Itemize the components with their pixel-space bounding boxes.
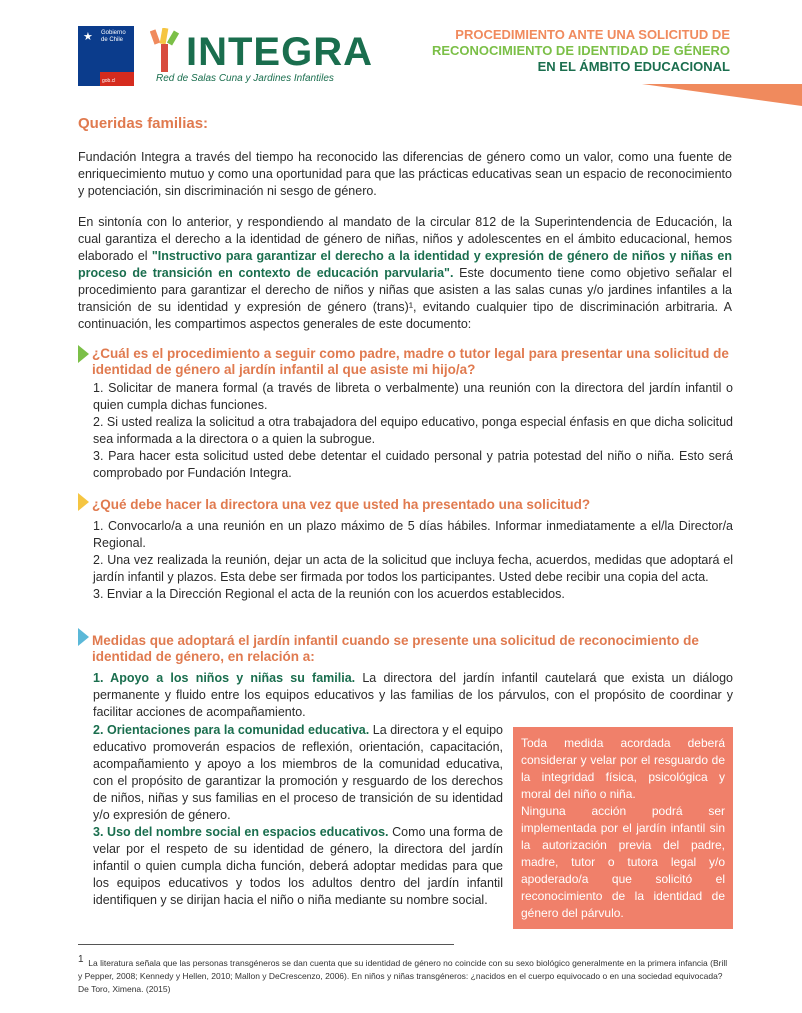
footnote-divider xyxy=(78,944,454,945)
section-1-list xyxy=(93,380,733,482)
item-3-number: 3. xyxy=(93,825,108,839)
gov-logo-url: gob.cl xyxy=(102,78,116,84)
footnote-text: La literatura señala que las personas transgéneros se dan cuenta que su identidad de género no coincide con su sexo biológico generalmente en la primera infancia (Brill y Pepper, 2008; Kennedy y Hellen, 2010; Mallon y DeCrescenzo, 2006). En niños y niñas transgéneros: ¿nacidos en el cuerpo equivocado o en una sociedad equivocada? De Toro, Ximena. (2015) xyxy=(78,957,728,994)
intro-paragraph-1: Fundación Integra a través del tiempo ha reconocido las diferencias de género como un valor, como una fuente de enriquecimiento mutuo y como una oportunidad para que las prácticas educativas sean un espacio de reconocimiento y potenciación, sin discriminación ni sesgo de género. xyxy=(78,150,732,198)
intro-p2-start: En sintonía con lo anterior, y respondiendo al mandato de la circular 812 de la Superintendencia de Educación, la cual garantiza el derecho a la identidad de género de niñas, niños y adolescentes en el ámbito educacional, hemos elaborado el xyxy=(78,215,732,263)
callout-paragraph-2: Ninguna acción podrá ser implementada por el jardín infantil sin la autorización previa del padre, madre, tutor o tutora legal y/o apoderado/a que solicitó el reconocimiento de la identidad de género del párvulo. xyxy=(521,804,725,920)
section-3-item-1 xyxy=(93,670,733,721)
section-2-title: ¿Qué debe hacer la directora una vez que usted ha presentado una solicitud? xyxy=(92,497,591,512)
section-2-list xyxy=(93,518,733,603)
item-2-body: La directora y el equipo educativo promoverán espacios de reflexión, orientación, capacitación, acompañamiento y apoyo a los miembros de la comunidad educativa, con el propósito de garantizar la promoción y resguardo de los derechos de niños, niñas y sus familias en el proceso de transición de su identidad y/o expresión de género. xyxy=(93,723,503,822)
intro-p2-end: Este documento tiene como objetivo señalar el procedimiento para garantizar el derecho de niños y niñas que asisten a las salas cunas y/o jardines infantiles a la transición de su identidad y expresión de género (trans)¹, evitando cualquier tipo de discriminación arbitraria. A continuación, les compartimos aspectos generales de este documento: xyxy=(78,266,732,331)
list-item: 1. Solicitar de manera formal (a través de libreta o verbalmente) una reunión con la directora del jardín infantil o quien cumpla dichas funciones. xyxy=(93,381,733,412)
item-1-body: La directora del jardín infantil cautelará que exista un diálogo permanente y fluido entre los equipos educativos y las familias de los párvulos, con el propósito de coordinar y facilitar acciones de acompañamiento. xyxy=(93,671,734,719)
integra-mark-icon xyxy=(150,28,180,74)
instructivo-title: "Instructivo para garantizar el derecho a la identidad y expresión de género de niños y niñas en proceso de transición en contexto de educación parvularia". xyxy=(78,249,733,280)
list-item: 2. Una vez realizada la reunión, dejar un acta de la solicitud que incluya fecha, acuerdos, medidas que adoptará el jardín infantil y plazos. Esta debe ser firmada por todos los participantes. Usted debe recibir una copia del acta. xyxy=(93,553,733,584)
item-2-heading: Orientaciones para la comunidad educativa. xyxy=(106,723,370,737)
section-3-marker xyxy=(78,628,89,646)
section-1-marker xyxy=(78,345,89,363)
section-3-item-2 xyxy=(93,722,503,824)
list-item: 1. Convocarlo/a a una reunión en un plazo máximo de 5 días hábiles. Informar inmediatamente a el/la Director/a Regional. xyxy=(93,519,733,550)
section-3-item-3 xyxy=(93,824,503,909)
intro-paragraph-2 xyxy=(78,214,732,333)
section-3-items-2-3 xyxy=(93,722,503,909)
title-line-3: EN EL ÁMBITO EDUCACIONAL xyxy=(537,59,730,74)
item-1-heading: 1. Apoyo a los niños y niñas su familia. xyxy=(93,671,356,685)
section-2-marker xyxy=(78,493,89,511)
gobierno-de-chile-logo xyxy=(78,26,134,86)
item-2-number: 2. xyxy=(93,723,107,737)
integra-logo-name: INTEGRA xyxy=(186,30,373,74)
title-line-2: RECONOCIMIENTO DE IDENTIDAD DE GÉNERO xyxy=(431,43,730,58)
item-3-body: Como una forma de velar por el respeto de su identidad de género, la directora del jardín infantil o quien cumpla dicha función, deberá adoptar medidas para que los equipos educativos y todos los adultos dentro del jardín infantil identifiquen y se dirijan hacia el niño o niña mediante su nombre social. xyxy=(93,825,504,907)
list-item: 3. Para hacer esta solicitud usted debe detentar el cuidado personal y patria potestad del niño o niña. Esto será comprobado por Fundación Integra. xyxy=(93,449,733,480)
list-item: 2. Si usted realiza la solicitud a otra trabajadora del equipo educativo, ponga especial énfasis en que dicha solicitud sea informada a la directora o a quien la subrogue. xyxy=(93,415,733,446)
section-1-title: ¿Cuál es el procedimiento a seguir como padre, madre o tutor legal para presentar una solicitud de identidad de género al jardín infantil al que asiste mi hijo/a? xyxy=(92,346,729,377)
callout-box xyxy=(513,727,733,929)
document-title xyxy=(432,27,730,75)
greeting: Queridas familias: xyxy=(78,115,209,132)
section-3-title: Medidas que adoptará el jardín infantil cuando se presente una solicitud de reconocimiento de identidad de género, en relación a: xyxy=(92,633,699,664)
list-item: 3. Enviar a la Dirección Regional el acta de la reunión con los acuerdos establecidos. xyxy=(93,587,565,601)
item-3-heading: Uso del nombre social en espacios educativos. xyxy=(107,825,389,839)
logo-blue-band xyxy=(78,72,100,86)
star-icon: ★ xyxy=(83,31,93,43)
callout-paragraph-1: Toda medida acordada deberá considerar y velar por el resguardo de la integridad física, psicológica y moral del niño o niña. xyxy=(521,736,725,801)
title-line-1: PROCEDIMIENTO ANTE UNA SOLICITUD DE xyxy=(455,27,730,42)
footnote xyxy=(78,953,732,996)
header-corner-decoration xyxy=(642,84,802,106)
footnote-number: 1 xyxy=(78,954,84,965)
gov-logo-text: Gobierno de Chile xyxy=(101,30,126,43)
integra-logo-subtitle: Red de Salas Cuna y Jardines Infantiles xyxy=(156,73,334,84)
